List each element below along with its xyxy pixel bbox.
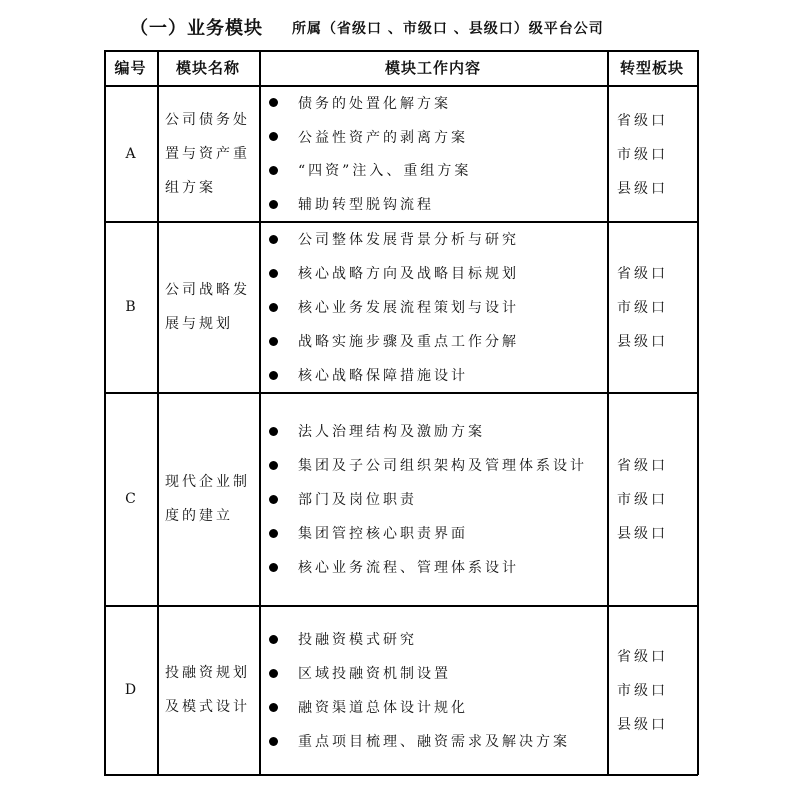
list-item-text: 集团管控核心职责界面: [298, 526, 468, 542]
bullet-icon: [269, 635, 278, 644]
column-divider: [259, 50, 261, 775]
list-item-text: 投融资模式研究: [298, 632, 417, 648]
section-title: （一）业务模块: [130, 18, 263, 39]
list-item: [268, 358, 468, 392]
row-code: B: [125, 299, 136, 315]
bullet-icon: [269, 303, 278, 312]
module-name-line: 公司战略发: [165, 282, 250, 298]
level-city: 市级口: [617, 683, 668, 699]
level-city: 市级口: [617, 492, 668, 508]
module-name-line: 现代企业制: [165, 474, 250, 490]
list-item-text: 重点项目梳理、融资需求及解决方案: [298, 734, 570, 750]
bullet-icon: [269, 269, 278, 278]
list-item: [268, 187, 434, 221]
list-item-text: 部门及岗位职责: [298, 492, 417, 508]
list-item: [268, 222, 519, 256]
list-item: [268, 656, 451, 690]
module-name-line: 及模式设计: [165, 699, 250, 715]
bullet-icon: [269, 703, 278, 712]
list-item: [268, 154, 471, 188]
module-name: [165, 393, 255, 605]
list-item-text: “四资”注入、重组方案: [298, 163, 472, 180]
module-name: [165, 606, 255, 774]
row-code: A: [125, 145, 136, 162]
table-border-right: [697, 50, 699, 775]
bullet-icon: [269, 166, 278, 175]
bullet-icon: [269, 495, 278, 504]
level-county: 县级口: [617, 526, 668, 542]
work-content-list: [268, 86, 604, 221]
bullet-icon: [269, 427, 278, 436]
header-transformation: 转型板块: [619, 59, 684, 77]
list-item: [268, 324, 519, 358]
list-item-text: 融资渠道总体设计规化: [298, 700, 468, 716]
module-name-line: 投融资规划: [165, 665, 250, 681]
work-content-list: [268, 393, 604, 605]
list-item: [268, 448, 587, 482]
level-province: 省级口: [617, 458, 668, 474]
header-code: 编号: [114, 59, 147, 77]
bullet-icon: [269, 132, 278, 141]
table-border-bottom: [104, 774, 698, 776]
bullet-icon: [269, 200, 278, 209]
list-item: [268, 290, 519, 324]
module-name-line: 度的建立: [165, 508, 233, 524]
list-item: [268, 86, 451, 120]
transformation-levels: [617, 393, 695, 605]
bullet-icon: [269, 737, 278, 746]
level-province: 省级口: [617, 112, 668, 129]
level-county: 县级口: [617, 717, 668, 733]
transformation-levels: [617, 86, 695, 221]
level-city: 市级口: [617, 300, 668, 316]
module-name-line: 展与规划: [165, 316, 233, 332]
bullet-icon: [269, 371, 278, 380]
bullet-icon: [269, 235, 278, 244]
header-module-name: 模块名称: [175, 59, 240, 77]
list-item-text: 核心战略保障措施设计: [298, 368, 468, 384]
list-item-text: 核心业务流程、管理体系设计: [298, 560, 519, 576]
list-item: [268, 724, 570, 758]
list-item-text: 区域投融资机制设置: [298, 666, 451, 682]
row-code: C: [125, 491, 136, 507]
bullet-icon: [269, 563, 278, 572]
list-item-text: 公益性资产的剥离方案: [298, 129, 468, 146]
list-item-text: 集团及子公司组织架构及管理体系设计: [298, 458, 587, 474]
module-name-line: 置与资产重: [165, 145, 250, 162]
bullet-icon: [269, 669, 278, 678]
list-item: [268, 550, 519, 584]
header-work-content: 模块工作内容: [384, 59, 481, 77]
bullet-icon: [269, 529, 278, 538]
list-item: [268, 622, 417, 656]
bullet-icon: [269, 98, 278, 107]
level-province: 省级口: [617, 649, 668, 665]
level-province: 省级口: [617, 266, 668, 282]
module-name: [165, 86, 255, 221]
column-divider: [607, 50, 609, 775]
list-item-text: 公司整体发展背景分析与研究: [298, 232, 519, 248]
list-item: [268, 256, 519, 290]
level-county: 县级口: [617, 334, 668, 350]
list-item-text: 债务的处置化解方案: [298, 95, 451, 112]
list-item: [268, 516, 468, 550]
transformation-levels: [617, 222, 695, 392]
bullet-icon: [269, 337, 278, 346]
module-name-line: 公司债务处: [165, 111, 250, 128]
bullet-icon: [269, 461, 278, 470]
row-code: D: [124, 682, 137, 698]
work-content-list: [268, 222, 604, 392]
level-county: 县级口: [617, 180, 668, 197]
work-content-list: [268, 606, 604, 774]
transformation-levels: [617, 606, 695, 774]
list-item-text: 核心业务发展流程策划与设计: [298, 300, 519, 316]
column-divider: [157, 50, 159, 775]
list-item-text: 法人治理结构及激励方案: [298, 424, 485, 440]
list-item-text: 辅助转型脱钩流程: [298, 197, 434, 214]
list-item-text: 核心战略方向及战略目标规划: [298, 266, 519, 282]
list-item: [268, 690, 468, 724]
module-name-line: 组方案: [165, 179, 216, 196]
level-city: 市级口: [617, 146, 668, 163]
list-item: [268, 414, 485, 448]
list-item-text: 战略实施步骤及重点工作分解: [298, 334, 519, 350]
module-name: [165, 222, 255, 392]
list-item: [268, 482, 417, 516]
list-item: [268, 120, 468, 154]
section-subtitle: 所属（省级口 、市级口 、县级口）级平台公司: [292, 21, 604, 37]
